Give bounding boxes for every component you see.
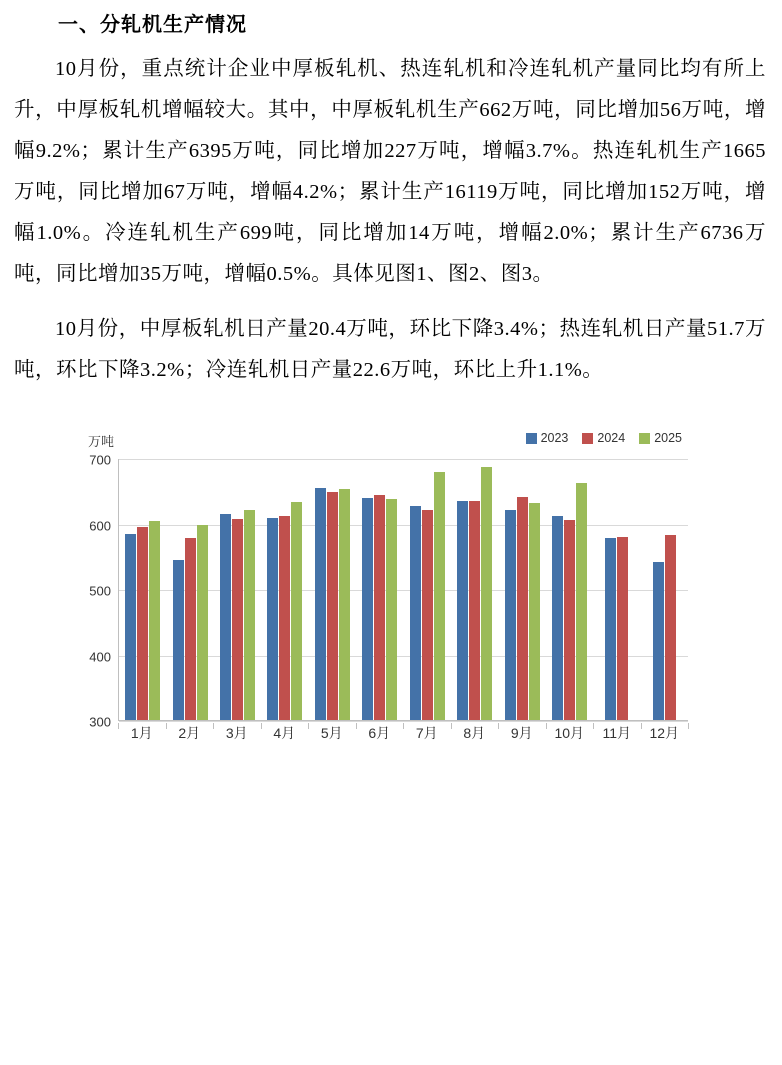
legend-item-2023: [526, 431, 569, 445]
paragraph-2: 10月份，中厚板轧机日产量20.4万吨，环比下降3.4%；热连轧机日产量51.7万吨，环比下降3.2%；冷连轧机日产量22.6万吨，环比上升1.1%。: [14, 318, 766, 381]
chart-bar: [665, 535, 676, 720]
chart-x-separator: [593, 723, 594, 729]
chart-bar: [434, 472, 445, 720]
chart-bar: [291, 502, 302, 720]
chart-bar-group: [593, 459, 640, 720]
chart-x-tick: 7月: [415, 725, 438, 741]
chart-bar-group: [451, 459, 498, 720]
legend-item-2024: [582, 431, 625, 445]
chart-bar: [505, 510, 516, 720]
chart-bar-group: [356, 459, 403, 720]
chart-bar: [125, 534, 136, 720]
chart-x-tick: 12月: [649, 725, 680, 741]
chart-bar-group: [119, 459, 166, 720]
chart-x-separator: [356, 723, 357, 729]
chart-bar: [244, 510, 255, 720]
chart-x-tick: 6月: [368, 725, 391, 741]
chart-x-separator: [451, 723, 452, 729]
chart-x-separator: [166, 723, 167, 729]
chart-x-separator: [641, 723, 642, 729]
chart-bar: [529, 503, 540, 720]
paragraph-1: 10月份，重点统计企业中厚板轧机、热连轧机和冷连轧机产量同比均有所上升，中厚板轧机增幅较大。其中，中厚板轧机生产662万吨，同比增加56万吨，增幅9.2%；累计生产6395万吨，同比增加227万吨，增幅3.7%。热连轧机生产1665万吨，同比增加67万吨，增幅4.2%；累计生产16119万吨，同比增加152万吨，增幅1.0%。冷连轧机生产699吨，同比增加14万吨，增幅2.0%；累计生产6736万吨，同比增加35万吨，增幅0.5%。具体见图1、图2、图3。: [14, 58, 766, 285]
chart-x-tick: 11月: [602, 725, 632, 741]
chart-bar: [481, 467, 492, 720]
chart-x-tick: 5月: [320, 725, 343, 741]
chart-bar: [137, 527, 148, 720]
chart-y-tick: 400: [89, 649, 111, 664]
chart-bar: [185, 538, 196, 720]
legend-label: 2024: [597, 431, 626, 445]
chart-y-tick: 600: [89, 518, 111, 533]
chart-bar: [327, 492, 338, 720]
chart-x-separator: [118, 723, 119, 729]
chart-bar: [197, 525, 208, 720]
chart-x-tick: 1月: [130, 725, 153, 741]
legend-swatch-icon: [526, 433, 537, 444]
chart-x-separator: [308, 723, 309, 729]
chart-gridline: [89, 714, 688, 730]
chart-x-tick: 8月: [463, 725, 486, 741]
chart-bar: [232, 519, 243, 720]
chart-bar: [410, 506, 421, 720]
chart-unit-label: 万吨: [88, 434, 115, 449]
chart-plot-area: [89, 452, 688, 730]
legend-label: 2023: [540, 431, 569, 445]
chart-bar: [576, 483, 587, 720]
chart-legend: [526, 431, 682, 445]
chart-x-tick: 3月: [225, 725, 248, 741]
chart-x-separator: [498, 723, 499, 729]
legend-swatch-icon: [639, 433, 650, 444]
chart-bar-group: [309, 459, 356, 720]
chart-x-separator: [546, 723, 547, 729]
chart-bar: [362, 498, 373, 720]
chart-x-tick: 2月: [178, 725, 201, 741]
legend-item-2025: [639, 431, 682, 445]
chart-bar: [339, 489, 350, 720]
chart-y-tick: 300: [89, 714, 111, 730]
chart-bar-group: [261, 459, 308, 720]
bar-chart: [0, 431, 782, 771]
chart-bar-group: [498, 459, 545, 720]
chart-y-tick: 700: [89, 452, 111, 468]
legend-label: 2025: [654, 431, 682, 445]
chart-y-tick: 500: [89, 583, 111, 599]
chart-bar: [149, 521, 160, 720]
chart-x-tick: 9月: [510, 725, 533, 741]
chart-x-separator: [688, 723, 689, 729]
chart-bar: [220, 514, 231, 720]
chart-bar: [386, 499, 397, 720]
document-page: [0, 8, 782, 1065]
chart-bar: [552, 516, 563, 720]
chart-bar: [422, 510, 433, 720]
legend-swatch-icon: [582, 433, 593, 444]
chart-bar: [315, 488, 326, 720]
chart-bar: [267, 518, 278, 720]
chart-bar-group: [214, 459, 261, 720]
chart-bar-group: [166, 459, 213, 720]
chart-bar: [653, 562, 664, 721]
chart-bar: [517, 497, 528, 720]
chart-bar: [469, 501, 480, 720]
chart-x-axis-labels: [118, 723, 688, 743]
chart-bar-group: [641, 459, 688, 720]
chart-bar: [617, 537, 628, 720]
chart-x-separator: [261, 723, 262, 729]
chart-x-tick: 10月: [554, 725, 585, 741]
chart-bar: [374, 495, 385, 720]
chart-bar-group: [404, 459, 451, 720]
chart-bar: [605, 538, 616, 720]
chart-bar: [564, 520, 575, 720]
chart-bar: [173, 560, 184, 720]
page-title: 一、分轧机生产情况: [58, 14, 247, 36]
chart-bar: [279, 516, 290, 720]
chart-bar-group: [546, 459, 593, 720]
chart-x-separator: [403, 723, 404, 729]
chart-x-separator: [213, 723, 214, 729]
chart-bar: [457, 501, 468, 720]
chart-x-tick: 4月: [273, 725, 296, 741]
